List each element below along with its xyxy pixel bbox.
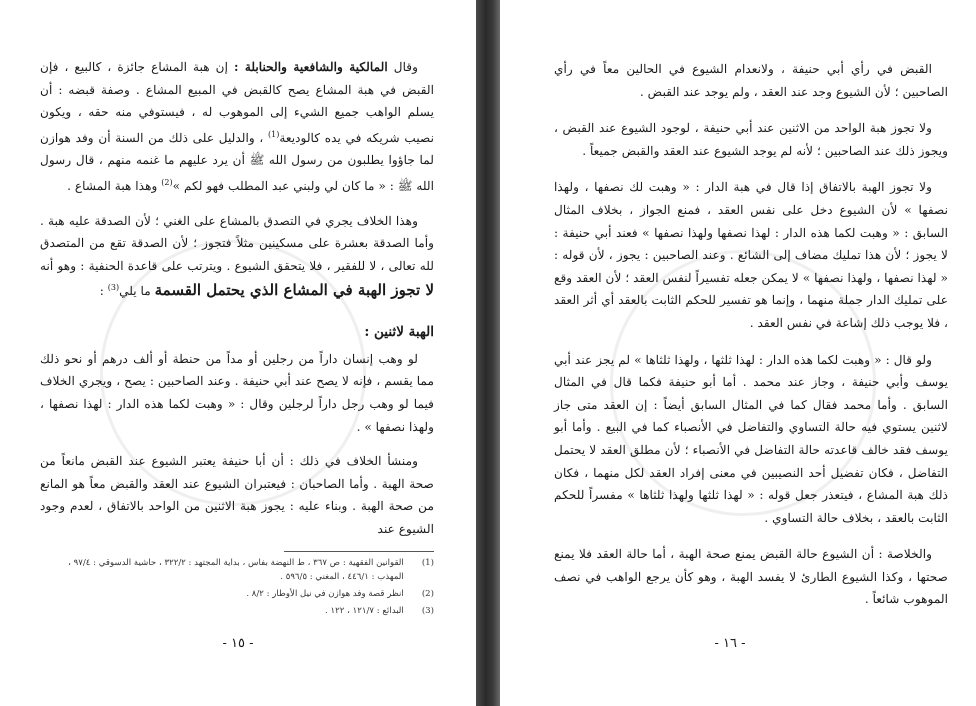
footnote [40, 556, 434, 584]
left-paragraphs [40, 56, 434, 303]
footnote-text: القوانين الفقهية : ص ٣٦٧ ، ط النهضة بفاس ، بداية المجتهد : ٣٢٢/٢ ، حاشية الدسوقي : ٩٧/٤ ، المهذب : ٤٤٦/١ ، المغني : ٥٩٦/٥ . [68, 558, 404, 582]
right-page-body [554, 58, 948, 611]
bold-text: المالكية والشافعية والحنابلة : [233, 60, 388, 74]
page-number-right: - ١٦ - [714, 636, 746, 651]
paragraph: ولا تجوز الهبة بالاتفاق إذا قال في هبة الدار : « وهبت لك نصفها ، ولهذا نصفها » لأن الشيوع دخل على نفس العقد ، فمنع الجواز ، بخلاف المثال السابق : « وهبت لكما هذه الدار : لهذا نصفها ولهذا نصفها » فعند أبي حنيفة : لا يجوز ؛ لأن هذا تمليك مضاف إلى الشائع . وعند الصاحبين : يجوز ، لأن قوله : « لهذا نصفها ، ولهذا نصفها » لا يمكن جعله تفسيراً لنفس العقد ؛ لأن العقد وقع على تمليك الدار جملة منهما ، وإنما هو تفسير للحكم الثابت بالعقد أي أثر العقد ، فلا يوجب ذلك إشاعة في نفس العقد . [554, 180, 948, 330]
left-page-body [40, 56, 434, 540]
paragraph: ولا تجوز هبة الواحد من الاثنين عند أبي حنيفة ، لوجود الشيوع عند القبض ، ويجوز ذلك عند الصاحبين ؛ لأنه لم يوجد الشيوع عند العقد والقبض جميعاً . [554, 121, 948, 158]
emphasis-text: لا تجوز الهبة في المشاع الذي يحتمل القسمة [154, 281, 434, 300]
paragraph: والخلاصة : أن الشيوع حالة القبض يمنع صحة الهبة ، أما حالة العقد فلا يمنع صحتها ، وكذا الشيوع الطارئ لا يفسد الهبة ، وهو كأن يرجع الواهب في نصف الموهوب شائعاً . [554, 547, 948, 607]
page-number-left: - ١٥ - [222, 636, 254, 651]
paragraph: وقال المالكية والشافعية والحنابلة : إن هبة المشاع جائزة ، كالبيع ، فإن القبض في هبة المشاع يصح كالقبض في المبيع المشاع . وصفة قبضه : أن يسلم الواهب جميع الشيء إلى الموهوب له ، فيستوفي منه حقه ، ويكون نصيب شريكه في يده كالوديعة$^{(1)}$ ، والدليل على ذلك من السنة أن وفد هوازن لما جاؤوا يطلبون من رسول الله ﷺ أن يرد عليهم ما غنمه منهم ، قال رسول الله ﷺ : « ما كان لي ولبني عبد المطلب فهو لكم »$^{(2)}$ وهذا هبة المشاع . [40, 60, 434, 194]
footnote-ref: (1) [267, 129, 280, 139]
footnotes [40, 556, 434, 621]
paragraph: ولو قال : « وهبت لكما هذه الدار : لهذا ثلثها ، ولهذا ثلثاها » لم يجز عند أبي يوسف وأبي حنيفة ، وجاز عند محمد . أما أبو حنيفة فكما قال في المثال السابق . وأما محمد فقال كما في المثال السابق أيضاً : إن العقد متى جاز لاثنين يستوي فيه حالة التساوي والتفاضل في الأنصباء كما في البيع . وأما أبو يوسف فقد خالف قاعدته حالة التفاضل في الأنصباء ؛ لأن مطلق العقد لا يحتمل التفاضل ، فكان تفضيل أحد النصيبين في معنى إفراد العقد لكل منهما ، فكان ذلك هبة المشاع ، فيتعذر جعل قوله : « لهذا ثلثها ولهذا ثلثاها » مفسراً للحكم الثابت بالعقد ، بخلاف حالة التساوي . [554, 352, 948, 525]
footnote-number: (2) [421, 589, 434, 599]
footnote-ref: (3) [107, 283, 120, 293]
footnote-text: البدائع : ١٢١/٧ ، ١٢٢ . [325, 606, 404, 616]
footnote-number: (1) [421, 558, 434, 568]
footnote [40, 587, 434, 601]
footnote-text: انظر قصة وفد هوازن في نيل الأوطار : ٨/٢ . [246, 589, 404, 599]
footnote-number: (3) [421, 606, 434, 616]
section-heading: الهبة لاثنين : [364, 324, 434, 341]
left-page [0, 0, 476, 706]
footnote [40, 604, 434, 618]
right-page [500, 0, 976, 706]
left-paragraphs-2 [40, 348, 434, 541]
right-paragraphs [554, 58, 948, 611]
paragraph: القبض في رأي أبي حنيفة ، ولانعدام الشيوع في الحالين معاً في رأي الصاحبين ؛ لأن الشيوع وجد عند العقد ، ولم يوجد عند القبض . [554, 62, 948, 99]
paragraph: ومنشأ الخلاف في ذلك : أن أبا حنيفة يعتبر الشيوع عند القبض مانعاً من صحة الهبة . وأما الصاحبان : فيعتبران الشيوع عند العقد والقبض معاً هو المانع من صحة الهبة . وبناء عليه : يجوز هبة الاثنين من الواحد بالاتفاق ، لعدم وجود الشيوع عند [40, 454, 434, 536]
paragraph: وهذا الخلاف يجري في التصدق بالمشاع على الغني ؛ لأن الصدقة عليه هبة . وأما الصدقة بعشرة على مسكينين مثلاً فتجوز ؛ لأن الصدقة تقع من المتصدق لله تعالى ، لا للفقير ، فلا يتحقق الشيوع . ويترتب على قاعدة الحنفية : وهو أنه لا تجوز الهبة في المشاع الذي يحتمل القسمة ما يلي$^{(3)}$ : [40, 213, 434, 300]
footnote-rule [284, 551, 434, 552]
footnote-ref: (2) [161, 178, 173, 188]
book-gutter [476, 0, 500, 706]
paragraph: لو وهب إنسان داراً من رجلين أو مداً من حنطة أو ألف درهم أو نحو ذلك مما يقسم ، فإنه لا يصح عند أبي حنيفة . وعند الصاحبين : يصح ، ويجري الخلاف فيما لو وهب رجل داراً لرجلين وقال : « وهبت لكما هذه الدار : لهذا نصفها ، ولهذا نصفها » . [40, 351, 434, 434]
